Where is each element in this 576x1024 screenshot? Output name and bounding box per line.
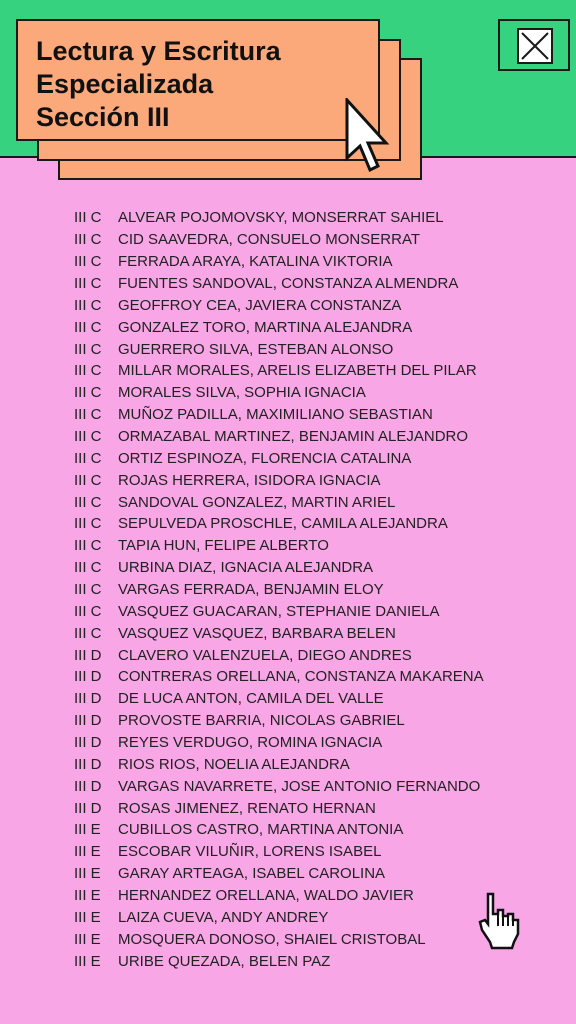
student-name: ESCOBAR VILUÑIR, LORENS ISABEL	[118, 843, 382, 861]
hand-cursor-icon	[476, 890, 524, 950]
student-row	[74, 294, 554, 316]
student-name: ALVEAR POJOMOVSKY, MONSERRAT SAHIEL	[118, 209, 444, 227]
student-name: PROVOSTE BARRIA, NICOLAS GABRIEL	[118, 712, 405, 730]
student-row	[74, 535, 554, 557]
student-section: III C	[74, 559, 102, 577]
student-name: URIBE QUEZADA, BELEN PAZ	[118, 952, 331, 970]
student-row	[74, 557, 554, 579]
student-name: CONTRERAS ORELLANA, CONSTANZA MAKARENA	[118, 668, 484, 686]
student-row	[74, 426, 554, 448]
student-section: III D	[74, 734, 102, 752]
student-row	[74, 775, 554, 797]
student-row	[74, 207, 554, 229]
student-name: ORMAZABAL MARTINEZ, BENJAMIN ALEJANDRO	[118, 428, 469, 446]
student-section: III C	[74, 384, 102, 402]
student-section: III D	[74, 712, 102, 730]
student-name: ROJAS HERRERA, ISIDORA IGNACIA	[118, 471, 381, 489]
student-name: GARAY ARTEAGA, ISABEL CAROLINA	[118, 865, 386, 883]
student-section: III C	[74, 318, 102, 336]
student-row	[74, 863, 554, 885]
student-name: VASQUEZ GUACARAN, STEPHANIE DANIELA	[118, 602, 440, 620]
student-name: CID SAAVEDRA, CONSUELO MONSERRAT	[118, 231, 420, 249]
student-row	[74, 447, 554, 469]
student-section: III D	[74, 799, 102, 817]
student-section: III C	[74, 362, 102, 380]
student-section: III E	[74, 930, 101, 948]
student-section: III C	[74, 624, 102, 642]
student-section: III E	[74, 865, 101, 883]
student-section: III E	[74, 821, 101, 839]
student-name: SANDOVAL GONZALEZ, MARTIN ARIEL	[118, 493, 396, 511]
student-section: III C	[74, 581, 102, 599]
student-row	[74, 600, 554, 622]
student-name: FERRADA ARAYA, KATALINA VIKTORIA	[118, 253, 393, 271]
student-list	[74, 207, 554, 972]
student-row	[74, 404, 554, 426]
student-row	[74, 360, 554, 382]
student-name: ORTIZ ESPINOZA, FLORENCIA CATALINA	[118, 449, 412, 467]
student-name: LAIZA CUEVA, ANDY ANDREY	[118, 908, 329, 926]
student-name: ROSAS JIMENEZ, RENATO HERNAN	[118, 799, 376, 817]
student-name: HERNANDEZ ORELLANA, WALDO JAVIER	[118, 887, 414, 905]
student-section: III C	[74, 471, 102, 489]
student-section: III D	[74, 668, 102, 686]
student-row	[74, 251, 554, 273]
student-name: DE LUCA ANTON, CAMILA DEL VALLE	[118, 690, 384, 708]
student-row	[74, 644, 554, 666]
student-row	[74, 229, 554, 251]
student-row	[74, 579, 554, 601]
student-name: GEOFFROY CEA, JAVIERA CONSTANZA	[118, 296, 402, 314]
student-section: III C	[74, 275, 102, 292]
student-section: III C	[74, 340, 102, 358]
student-row	[74, 753, 554, 775]
student-section: III C	[74, 209, 102, 227]
page-title: Lectura y Escritura Especializada Sección III	[36, 36, 281, 132]
close-window-frame	[498, 19, 570, 71]
student-section: III D	[74, 777, 102, 795]
student-name: MORALES SILVA, SOPHIA IGNACIA	[118, 384, 366, 402]
student-name: SEPULVEDA PROSCHLE, CAMILA ALEJANDRA	[118, 515, 448, 533]
student-section: III E	[74, 952, 101, 970]
student-name: MUÑOZ PADILLA, MAXIMILIANO SEBASTIAN	[118, 406, 433, 424]
pointer-cursor-icon	[344, 98, 392, 178]
student-name: GONZALEZ TORO, MARTINA ALEJANDRA	[118, 318, 413, 336]
student-section: III C	[74, 428, 102, 446]
student-section: III C	[74, 602, 102, 620]
student-row	[74, 732, 554, 754]
student-section: III D	[74, 646, 102, 664]
title-card	[16, 19, 380, 141]
student-row	[74, 513, 554, 535]
student-row	[74, 273, 554, 295]
student-section: III C	[74, 515, 102, 533]
student-name: VARGAS FERRADA, BENJAMIN ELOY	[118, 581, 384, 599]
student-row	[74, 666, 554, 688]
student-row	[74, 316, 554, 338]
student-section: III C	[74, 449, 102, 467]
student-name: VASQUEZ VASQUEZ, BARBARA BELEN	[118, 624, 396, 642]
student-section: III D	[74, 755, 102, 773]
student-section: III C	[74, 406, 102, 424]
student-section: III C	[74, 493, 102, 511]
student-name: GUERRERO SILVA, ESTEBAN ALONSO	[118, 340, 394, 358]
student-row	[74, 622, 554, 644]
student-name: CLAVERO VALENZUELA, DIEGO ANDRES	[118, 646, 412, 664]
student-section: III C	[74, 296, 102, 314]
student-row	[74, 819, 554, 841]
close-x-icon[interactable]	[517, 28, 553, 64]
student-row	[74, 710, 554, 732]
student-name: REYES VERDUGO, ROMINA IGNACIA	[118, 734, 383, 752]
student-section: III D	[74, 690, 102, 708]
student-section: III C	[74, 253, 102, 271]
student-section: III C	[74, 537, 102, 555]
student-section: III C	[74, 231, 102, 249]
student-row	[74, 469, 554, 491]
student-row	[74, 950, 554, 972]
student-row	[74, 382, 554, 404]
student-row	[74, 841, 554, 863]
student-name: MOSQUERA DONOSO, SHAIEL CRISTOBAL	[118, 930, 426, 948]
student-name: MILLAR MORALES, ARELIS ELIZABETH DEL PILAR	[118, 362, 477, 380]
student-section: III E	[74, 908, 101, 926]
student-row	[74, 797, 554, 819]
student-name: TAPIA HUN, FELIPE ALBERTO	[118, 537, 329, 555]
student-row	[74, 688, 554, 710]
student-name: VARGAS NAVARRETE, JOSE ANTONIO FERNANDO	[118, 777, 481, 795]
student-section: III E	[74, 887, 101, 905]
student-name: URBINA DIAZ, IGNACIA ALEJANDRA	[118, 559, 374, 577]
student-name: FUENTES SANDOVAL, CONSTANZA ALMENDRA	[118, 275, 459, 292]
student-row	[74, 491, 554, 513]
student-name: CUBILLOS CASTRO, MARTINA ANTONIA	[118, 821, 404, 839]
student-name: RIOS RIOS, NOELIA ALEJANDRA	[118, 755, 350, 773]
student-row	[74, 338, 554, 360]
student-section: III E	[74, 843, 101, 861]
